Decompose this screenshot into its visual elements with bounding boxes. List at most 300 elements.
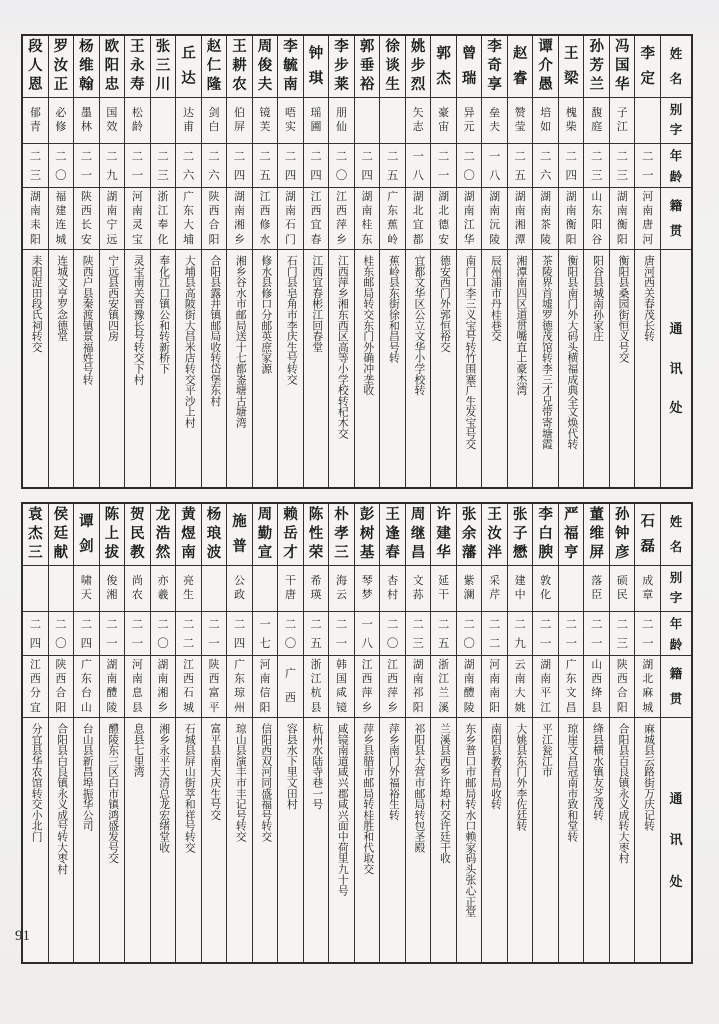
glyph: 南 <box>361 204 373 217</box>
glyph: 四 <box>310 170 322 183</box>
glyph: 一 <box>437 170 450 183</box>
person-address: 息县七里湾 <box>132 723 145 777</box>
glyph: 异 <box>463 106 475 119</box>
glyph: 烈 <box>410 77 426 94</box>
glyph: 江 <box>157 204 169 217</box>
person-courtesy-name <box>100 566 125 612</box>
glyph: 芳 <box>589 58 604 75</box>
glyph: 二 <box>310 618 322 631</box>
glyph: 耒 <box>29 219 41 232</box>
glyph: 朴 <box>334 507 349 524</box>
glyph: 湖 <box>489 190 501 203</box>
glyph: 上 <box>104 526 120 543</box>
glyph: 河 <box>489 658 501 671</box>
person-age <box>23 612 48 656</box>
glyph: 波 <box>206 545 222 562</box>
person-courtesy-name <box>23 566 48 612</box>
person-courtesy-name <box>406 98 431 144</box>
glyph: 睿 <box>512 70 528 87</box>
glyph: 公 <box>233 574 245 587</box>
person-name <box>176 504 201 566</box>
person-address: 绛县横水镇友芝茂转 <box>591 723 604 821</box>
glyph: 江 <box>310 672 322 685</box>
glyph: 南 <box>283 77 298 94</box>
person-age <box>406 144 431 188</box>
glyph: 合 <box>208 219 220 232</box>
glyph: 三 <box>28 545 43 562</box>
glyph: 延 <box>438 574 450 587</box>
person-courtesy-name <box>227 98 252 144</box>
glyph: 息 <box>132 687 143 700</box>
person-name <box>584 504 609 566</box>
glyph: 王 <box>130 39 145 56</box>
glyph: 仁 <box>206 58 222 75</box>
glyph: 河 <box>259 658 271 671</box>
glyph: 一 <box>565 638 577 651</box>
person-name <box>100 504 125 566</box>
person-name <box>610 504 635 566</box>
glyph: 一 <box>208 638 220 651</box>
person-origin <box>23 188 48 250</box>
glyph: 湖 <box>438 190 450 203</box>
glyph: 国 <box>336 672 347 685</box>
glyph: 亦 <box>157 574 169 587</box>
glyph: 七 <box>259 638 271 651</box>
person-age <box>100 612 125 656</box>
person-address: 唐河西关春茂长转 <box>643 255 655 342</box>
person-courtesy-name <box>23 98 48 144</box>
glyph: 柴 <box>565 120 577 133</box>
glyph: 广 <box>387 190 398 203</box>
glyph: 字 <box>669 590 683 605</box>
glyph: 三 <box>616 638 628 651</box>
glyph: 三 <box>155 58 171 75</box>
glyph: 南 <box>181 545 196 562</box>
person-column <box>457 36 483 487</box>
person-origin <box>125 656 150 718</box>
glyph: 树 <box>359 526 375 543</box>
glyph: 祁 <box>412 687 424 700</box>
glyph: 奇 <box>487 58 502 75</box>
glyph: 西 <box>208 204 220 217</box>
glyph: 湖 <box>106 190 118 203</box>
glyph: 长 <box>81 219 92 232</box>
glyph: 三 <box>29 170 42 183</box>
glyph: 四 <box>29 638 42 651</box>
glyph: 圃 <box>310 120 322 133</box>
person-courtesy-name <box>584 98 609 144</box>
glyph: 镜 <box>336 701 347 714</box>
person-courtesy-name <box>125 98 150 144</box>
glyph: 北 <box>642 672 654 685</box>
glyph: 献 <box>53 545 69 562</box>
glyph: 裕 <box>359 77 375 94</box>
glyph: 严 <box>563 507 579 524</box>
glyph: 二 <box>514 618 526 631</box>
glyph: 三 <box>412 638 424 651</box>
person-courtesy-name <box>508 566 533 612</box>
glyph: 干 <box>285 574 297 587</box>
person-column <box>49 504 75 962</box>
glyph: 化 <box>157 233 169 246</box>
glyph: 唐 <box>642 219 654 232</box>
glyph: 都 <box>412 233 424 246</box>
glyph: 郭 <box>436 45 451 62</box>
person-courtesy-name <box>74 98 99 144</box>
glyph: 湖 <box>106 658 118 671</box>
glyph: 四 <box>80 638 93 651</box>
glyph: 效 <box>106 120 118 133</box>
person-address: 蕉岭县东街徐和昌号转 <box>387 255 400 363</box>
glyph: 南 <box>540 672 552 685</box>
person-column <box>431 504 457 962</box>
glyph: 二 <box>131 150 144 163</box>
glyph: 石 <box>183 687 194 700</box>
person-name <box>125 36 150 98</box>
glyph: 松 <box>131 106 143 119</box>
glyph: 天 <box>80 588 92 601</box>
glyph: 汝 <box>487 526 502 543</box>
glyph: 二 <box>488 638 501 651</box>
person-age <box>151 612 176 656</box>
glyph: 西 <box>81 204 92 217</box>
glyph: 阳 <box>591 219 603 232</box>
glyph: 二 <box>55 150 67 163</box>
glyph: 成 <box>642 574 654 587</box>
person-origin <box>202 656 227 718</box>
glyph: 一 <box>488 150 501 163</box>
glyph: 然 <box>155 545 171 562</box>
glyph: 赞 <box>514 106 526 119</box>
header-address <box>661 718 691 962</box>
glyph: 杏 <box>387 574 399 587</box>
glyph: 定 <box>640 70 655 87</box>
person-address: 耒阳浞田段氏祠转交 <box>30 255 43 353</box>
glyph: 二 <box>514 150 526 163</box>
glyph: 萍 <box>336 219 347 232</box>
glyph: 四 <box>233 170 246 183</box>
person-column <box>278 504 304 962</box>
glyph: 二 <box>412 618 424 631</box>
person-address: 杭州水陆寺巷一号 <box>311 723 324 810</box>
glyph: 二 <box>233 618 246 631</box>
glyph: 台 <box>81 687 92 700</box>
glyph: 通 <box>669 321 683 337</box>
person-name <box>74 36 99 98</box>
glyph: 二 <box>157 618 169 631</box>
glyph: 湖 <box>463 658 475 671</box>
glyph: 二 <box>616 150 628 163</box>
glyph: 〇 <box>55 638 67 651</box>
person-courtesy-name <box>380 98 405 144</box>
glyph: 建 <box>55 204 67 217</box>
glyph: 陕 <box>81 190 92 203</box>
glyph: 王 <box>487 507 502 524</box>
glyph: 湖 <box>29 190 41 203</box>
person-address: 平江瓮江市 <box>540 723 553 777</box>
glyph: 安 <box>81 233 92 246</box>
glyph: 民 <box>616 588 628 601</box>
person-courtesy-name <box>74 566 99 612</box>
glyph: 二 <box>590 150 603 163</box>
person-address: 湘乡谷水市邮局送十七都崟塘古塘湾 <box>234 255 247 428</box>
glyph: 广 <box>183 190 194 203</box>
glyph: 享 <box>487 77 502 94</box>
glyph: 西 <box>259 204 271 217</box>
person-address: 台山县新昌埠振华公司 <box>81 723 94 831</box>
glyph: 浙 <box>157 190 169 203</box>
person-column <box>176 504 202 962</box>
glyph: 陕 <box>208 658 220 671</box>
glyph: 宜 <box>310 219 322 232</box>
glyph: 陕 <box>208 190 220 203</box>
glyph: 名 <box>669 71 683 86</box>
glyph: 二 <box>157 150 169 163</box>
person-name <box>329 36 354 98</box>
person-origin <box>610 656 635 718</box>
glyph: 兰 <box>589 77 604 94</box>
glyph: 村 <box>387 588 399 601</box>
person-origin <box>202 188 227 250</box>
person-name <box>227 504 252 566</box>
glyph: 宜 <box>29 701 41 714</box>
person-name <box>533 504 558 566</box>
person-column <box>533 36 559 487</box>
glyph: 赵 <box>512 45 528 62</box>
glyph: 湖 <box>540 190 552 203</box>
glyph: 阳 <box>616 701 628 714</box>
person-courtesy-name <box>151 98 176 144</box>
person-origin <box>457 656 482 718</box>
person-address: 合阳县露井镇邮局收转岱堡东村 <box>209 255 222 407</box>
glyph: 陕 <box>55 658 67 671</box>
glyph: 李 <box>538 507 553 524</box>
glyph: 河 <box>642 233 654 246</box>
person-name <box>151 36 176 98</box>
glyph: 二 <box>616 618 628 631</box>
glyph: 民 <box>130 526 145 543</box>
person-age <box>635 612 660 656</box>
glyph: 湖 <box>463 190 475 203</box>
person-origin <box>635 656 660 718</box>
glyph: 镜 <box>259 106 271 119</box>
glyph: 江 <box>361 658 373 671</box>
glyph: 河 <box>132 658 143 671</box>
person-age <box>380 144 405 188</box>
glyph: 西 <box>208 672 220 685</box>
glyph: 谈 <box>385 58 400 75</box>
glyph: 李 <box>640 45 655 62</box>
glyph: 宜 <box>412 219 424 232</box>
person-name <box>584 36 609 98</box>
glyph: 中 <box>514 588 526 601</box>
person-age <box>23 144 48 188</box>
person-column <box>584 36 610 487</box>
glyph: 字 <box>669 122 683 137</box>
person-name <box>151 504 176 566</box>
person-address: 桂东邮局转交东门外确冲垄收 <box>362 255 375 396</box>
person-origin <box>49 656 74 718</box>
glyph: 荪 <box>412 588 424 601</box>
header-address <box>661 250 691 487</box>
person-courtesy-name <box>304 98 329 144</box>
person-column <box>380 504 406 962</box>
glyph: 荣 <box>308 545 324 562</box>
glyph: 东 <box>183 204 194 217</box>
glyph: 南 <box>29 204 41 217</box>
person-address: 德安西门外郭恒裕交 <box>438 255 451 353</box>
glyph: 陵 <box>540 233 552 246</box>
glyph: 藩 <box>461 545 477 562</box>
glyph: 采 <box>489 574 501 587</box>
person-address: 容县水下里文田村 <box>285 723 298 810</box>
glyph: 贯 <box>669 223 683 238</box>
glyph: 白 <box>538 526 553 543</box>
person-column <box>380 36 406 487</box>
person-column <box>253 36 279 487</box>
person-origin <box>380 656 405 718</box>
person-courtesy-name <box>457 566 482 612</box>
person-address: 合阳县百良镇永义成转大枣村 <box>617 723 630 864</box>
glyph: 山 <box>81 701 92 714</box>
glyph: 阳 <box>29 233 41 246</box>
glyph: 莱 <box>334 77 349 94</box>
directory-table-top <box>21 34 693 489</box>
glyph: 实 <box>285 120 297 133</box>
glyph: 二 <box>590 618 603 631</box>
person-origin <box>380 188 405 250</box>
glyph: 海 <box>336 574 348 587</box>
person-column <box>431 36 457 487</box>
person-column <box>100 36 126 487</box>
person-courtesy-name <box>151 566 176 612</box>
person-origin <box>304 656 329 718</box>
glyph: 东 <box>387 204 398 217</box>
glyph: 三 <box>616 170 628 183</box>
glyph: 奉 <box>157 219 169 232</box>
glyph: 唔 <box>285 106 297 119</box>
glyph: 石 <box>285 219 296 232</box>
person-address: 兰溪县西乡许埠村交许廷干收 <box>438 723 451 864</box>
person-name <box>253 504 278 566</box>
person-column <box>227 504 253 962</box>
person-age <box>584 144 609 188</box>
glyph: 二 <box>386 618 399 631</box>
glyph: 贺 <box>130 507 145 524</box>
glyph: 南 <box>514 204 526 217</box>
glyph: 敦 <box>540 574 552 587</box>
glyph: 农 <box>131 588 143 601</box>
glyph: 琴 <box>361 574 373 587</box>
glyph: 二 <box>463 618 475 631</box>
glyph: 二 <box>437 150 450 163</box>
person-age <box>304 144 329 188</box>
glyph: 福 <box>563 526 579 543</box>
glyph: 剑 <box>79 538 94 555</box>
glyph: 袁 <box>28 507 43 524</box>
glyph: 八 <box>412 170 424 183</box>
glyph: 瑛 <box>310 588 322 601</box>
glyph: 普 <box>232 538 247 555</box>
glyph: 许 <box>436 507 451 524</box>
person-name <box>202 504 227 566</box>
glyph: 江 <box>183 658 194 671</box>
glyph: 兰 <box>438 687 450 700</box>
glyph: 剑 <box>208 106 220 119</box>
glyph: 南 <box>132 204 143 217</box>
glyph: 寿 <box>130 77 145 94</box>
glyph: 二 <box>641 618 654 631</box>
person-origin <box>355 188 380 250</box>
glyph: 浙 <box>310 658 322 671</box>
glyph: 沅 <box>489 219 501 232</box>
glyph: 一 <box>412 150 424 163</box>
glyph: 四 <box>361 170 373 183</box>
glyph: 元 <box>463 120 475 133</box>
glyph: 朋 <box>336 106 348 119</box>
person-courtesy-name <box>176 566 201 612</box>
glyph: 宁 <box>106 219 118 232</box>
person-name <box>304 36 329 98</box>
person-courtesy-name <box>100 98 125 144</box>
person-column <box>533 504 559 962</box>
person-age <box>457 612 482 656</box>
person-name <box>406 36 431 98</box>
glyph: 亨 <box>563 545 579 562</box>
directory-table-bottom <box>21 502 693 964</box>
person-courtesy-name <box>176 98 201 144</box>
glyph: 琅 <box>206 526 222 543</box>
glyph: 阳 <box>55 701 67 714</box>
glyph: 醴 <box>106 687 118 700</box>
person-column <box>508 504 534 962</box>
glyph: 文 <box>565 687 577 700</box>
glyph: 啸 <box>80 574 92 587</box>
glyph: 二 <box>488 618 501 631</box>
person-name <box>508 36 533 98</box>
person-column <box>304 504 330 962</box>
person-origin <box>584 188 609 250</box>
glyph: 湖 <box>565 190 577 203</box>
glyph: 槐 <box>565 106 577 119</box>
glyph: 东 <box>234 672 245 685</box>
glyph: 西 <box>55 672 67 685</box>
glyph: 湖 <box>642 658 654 671</box>
person-name <box>482 36 507 98</box>
person-courtesy-name <box>457 98 482 144</box>
glyph: 侯 <box>53 507 69 524</box>
glyph: 陵 <box>106 701 118 714</box>
glyph: 唐 <box>285 588 297 601</box>
person-age <box>278 612 303 656</box>
glyph: 绛 <box>591 687 603 700</box>
glyph: 湖 <box>616 190 628 203</box>
glyph: 毓 <box>283 58 298 75</box>
glyph: 福 <box>55 190 67 203</box>
glyph: 年 <box>669 617 683 632</box>
glyph: 国 <box>614 58 630 75</box>
glyph: 施 <box>232 513 247 530</box>
glyph: 东 <box>361 233 373 246</box>
person-courtesy-name <box>380 566 405 612</box>
person-origin <box>329 656 354 718</box>
person-origin <box>278 656 303 718</box>
glyph: 二 <box>182 150 195 163</box>
glyph: 垂 <box>359 58 375 75</box>
person-courtesy-name <box>406 566 431 612</box>
person-address: 修水县修口分邮英庶家源 <box>260 255 273 374</box>
header-origin <box>661 188 691 250</box>
